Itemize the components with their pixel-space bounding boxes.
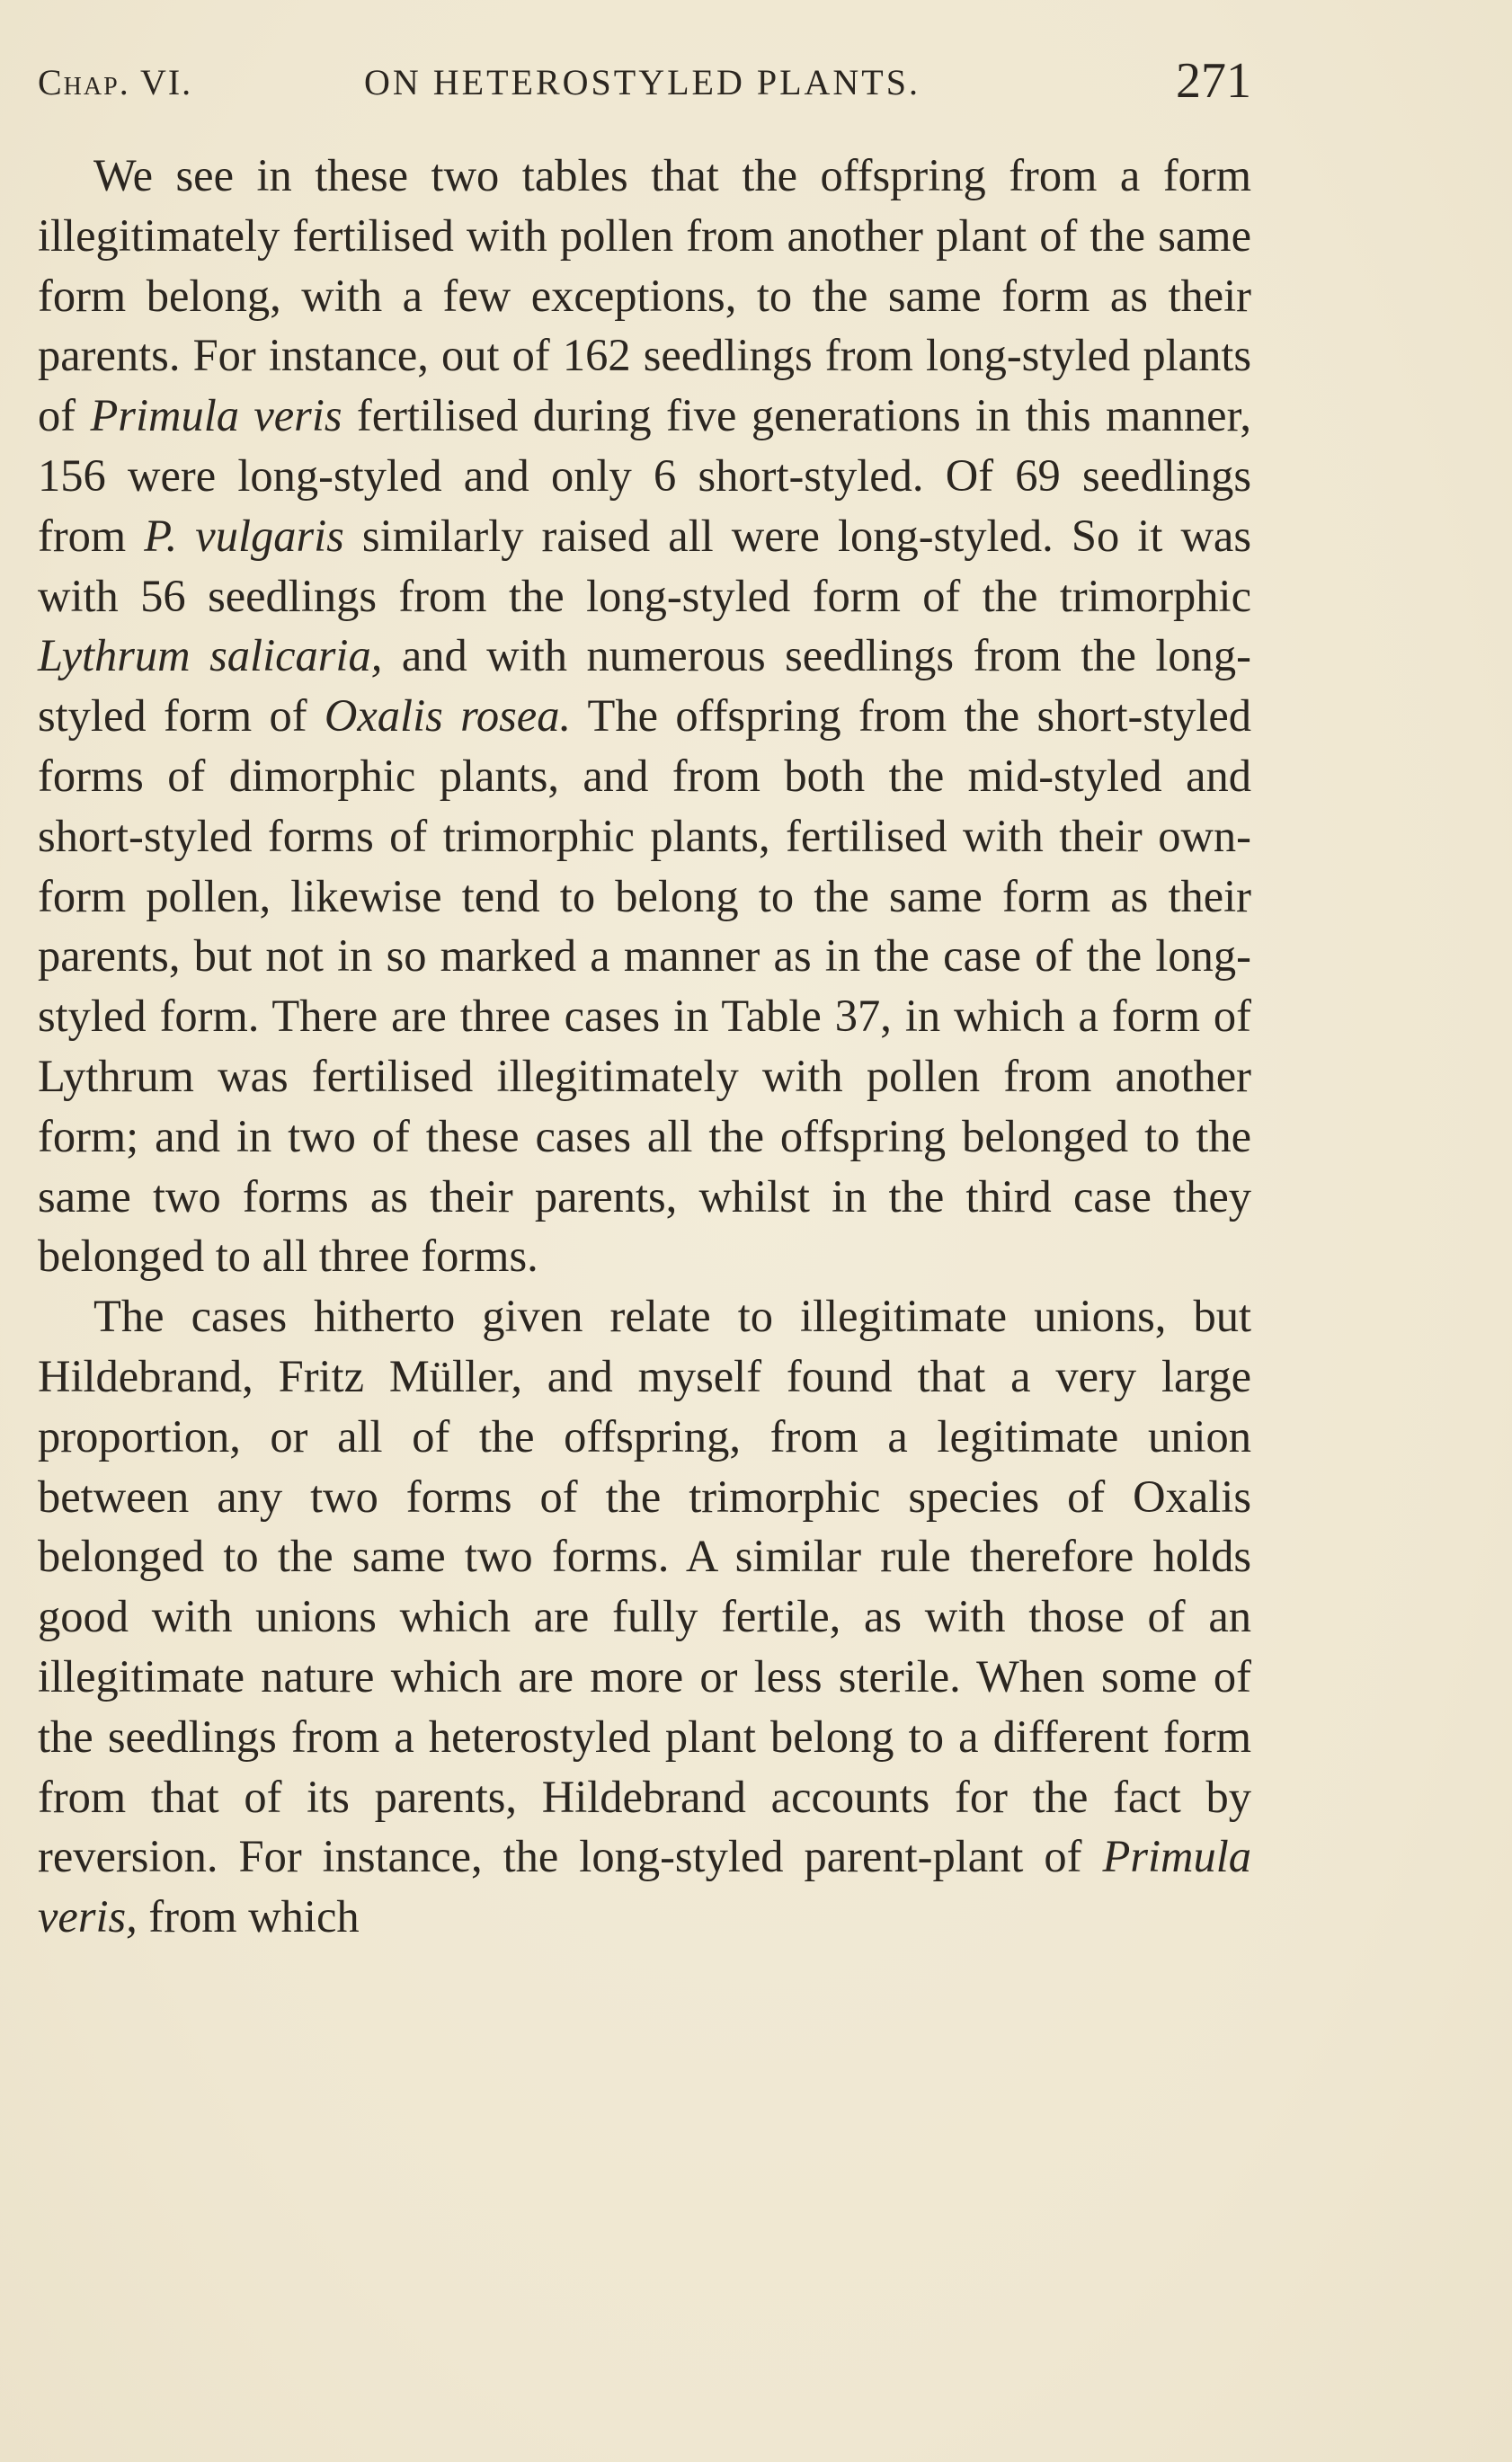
paragraph-2 bbox=[38, 1286, 1251, 1947]
chapter-label: Chap. VI. bbox=[38, 62, 193, 102]
body-text bbox=[38, 146, 1251, 1947]
running-head bbox=[38, 52, 1251, 115]
species-name: P. vulgaris bbox=[144, 510, 344, 561]
species-name: Lythrum salicaria, bbox=[38, 630, 383, 681]
text-segment: similarly raised all were long-styled. So it was with 56 seedlings from the long-styled form of the trimorphic bbox=[38, 510, 1251, 621]
running-title: ON HETEROSTYLED PLANTS. bbox=[364, 62, 921, 102]
species-name: Primula veris bbox=[90, 390, 342, 441]
text-segment: fertilised during five generations in this manner, 156 were long-styled and only 6 short-styled. Of 69 seedlings from bbox=[38, 390, 1251, 561]
text-segment: The offspring from the short-styled forms of dimorphic plants, and from both the mid-styled and short-styled forms of trimorphic plants, fertilised with their own-form pollen, likewise tend to belong to the same form as their parents, but not in so marked a manner as in the case of the long-styled form. There are three cases in Table 37, in which a form of Lythrum was fertilised illegitimately with pollen from another form; and in two of these cases all the offspring belonged to the same two forms as their parents, whilst in the third case they belonged to all three forms. bbox=[38, 690, 1252, 1282]
text-segment: and with numerous seedlings from the long-styled form of bbox=[38, 630, 1251, 742]
text-segment: from which bbox=[137, 1891, 360, 1942]
species-name: Oxalis rosea. bbox=[324, 690, 572, 742]
paragraph-1 bbox=[38, 146, 1251, 1286]
text-segment: We see in these two tables that the offspring from a form illegitimately fertilised with pollen from another plant of the same form belong, with a few exceptions, to the same form as their parents. For instance, out of 162 seedlings from long-styled plants of bbox=[38, 150, 1251, 441]
species-name: Primula veris, bbox=[38, 1831, 1251, 1942]
text-segment: The cases hitherto given relate to illegitimate unions, but Hildebrand, Fritz Müller, and myself found that a very large proportion, or all of the offspring, from a legitimate union between any two forms of the trimorphic species of Oxalis belonged to the same two forms. A similar rule therefore holds good with unions which are fully fertile, as with those of an illegitimate nature which are more or less sterile. When some of the seedlings from a heterostyled plant belong to a different form from that of its parents, Hildebrand accounts for the fact by reversion. For instance, the long-styled parent-plant of bbox=[38, 1291, 1251, 1882]
page-number: 271 bbox=[1176, 53, 1251, 109]
